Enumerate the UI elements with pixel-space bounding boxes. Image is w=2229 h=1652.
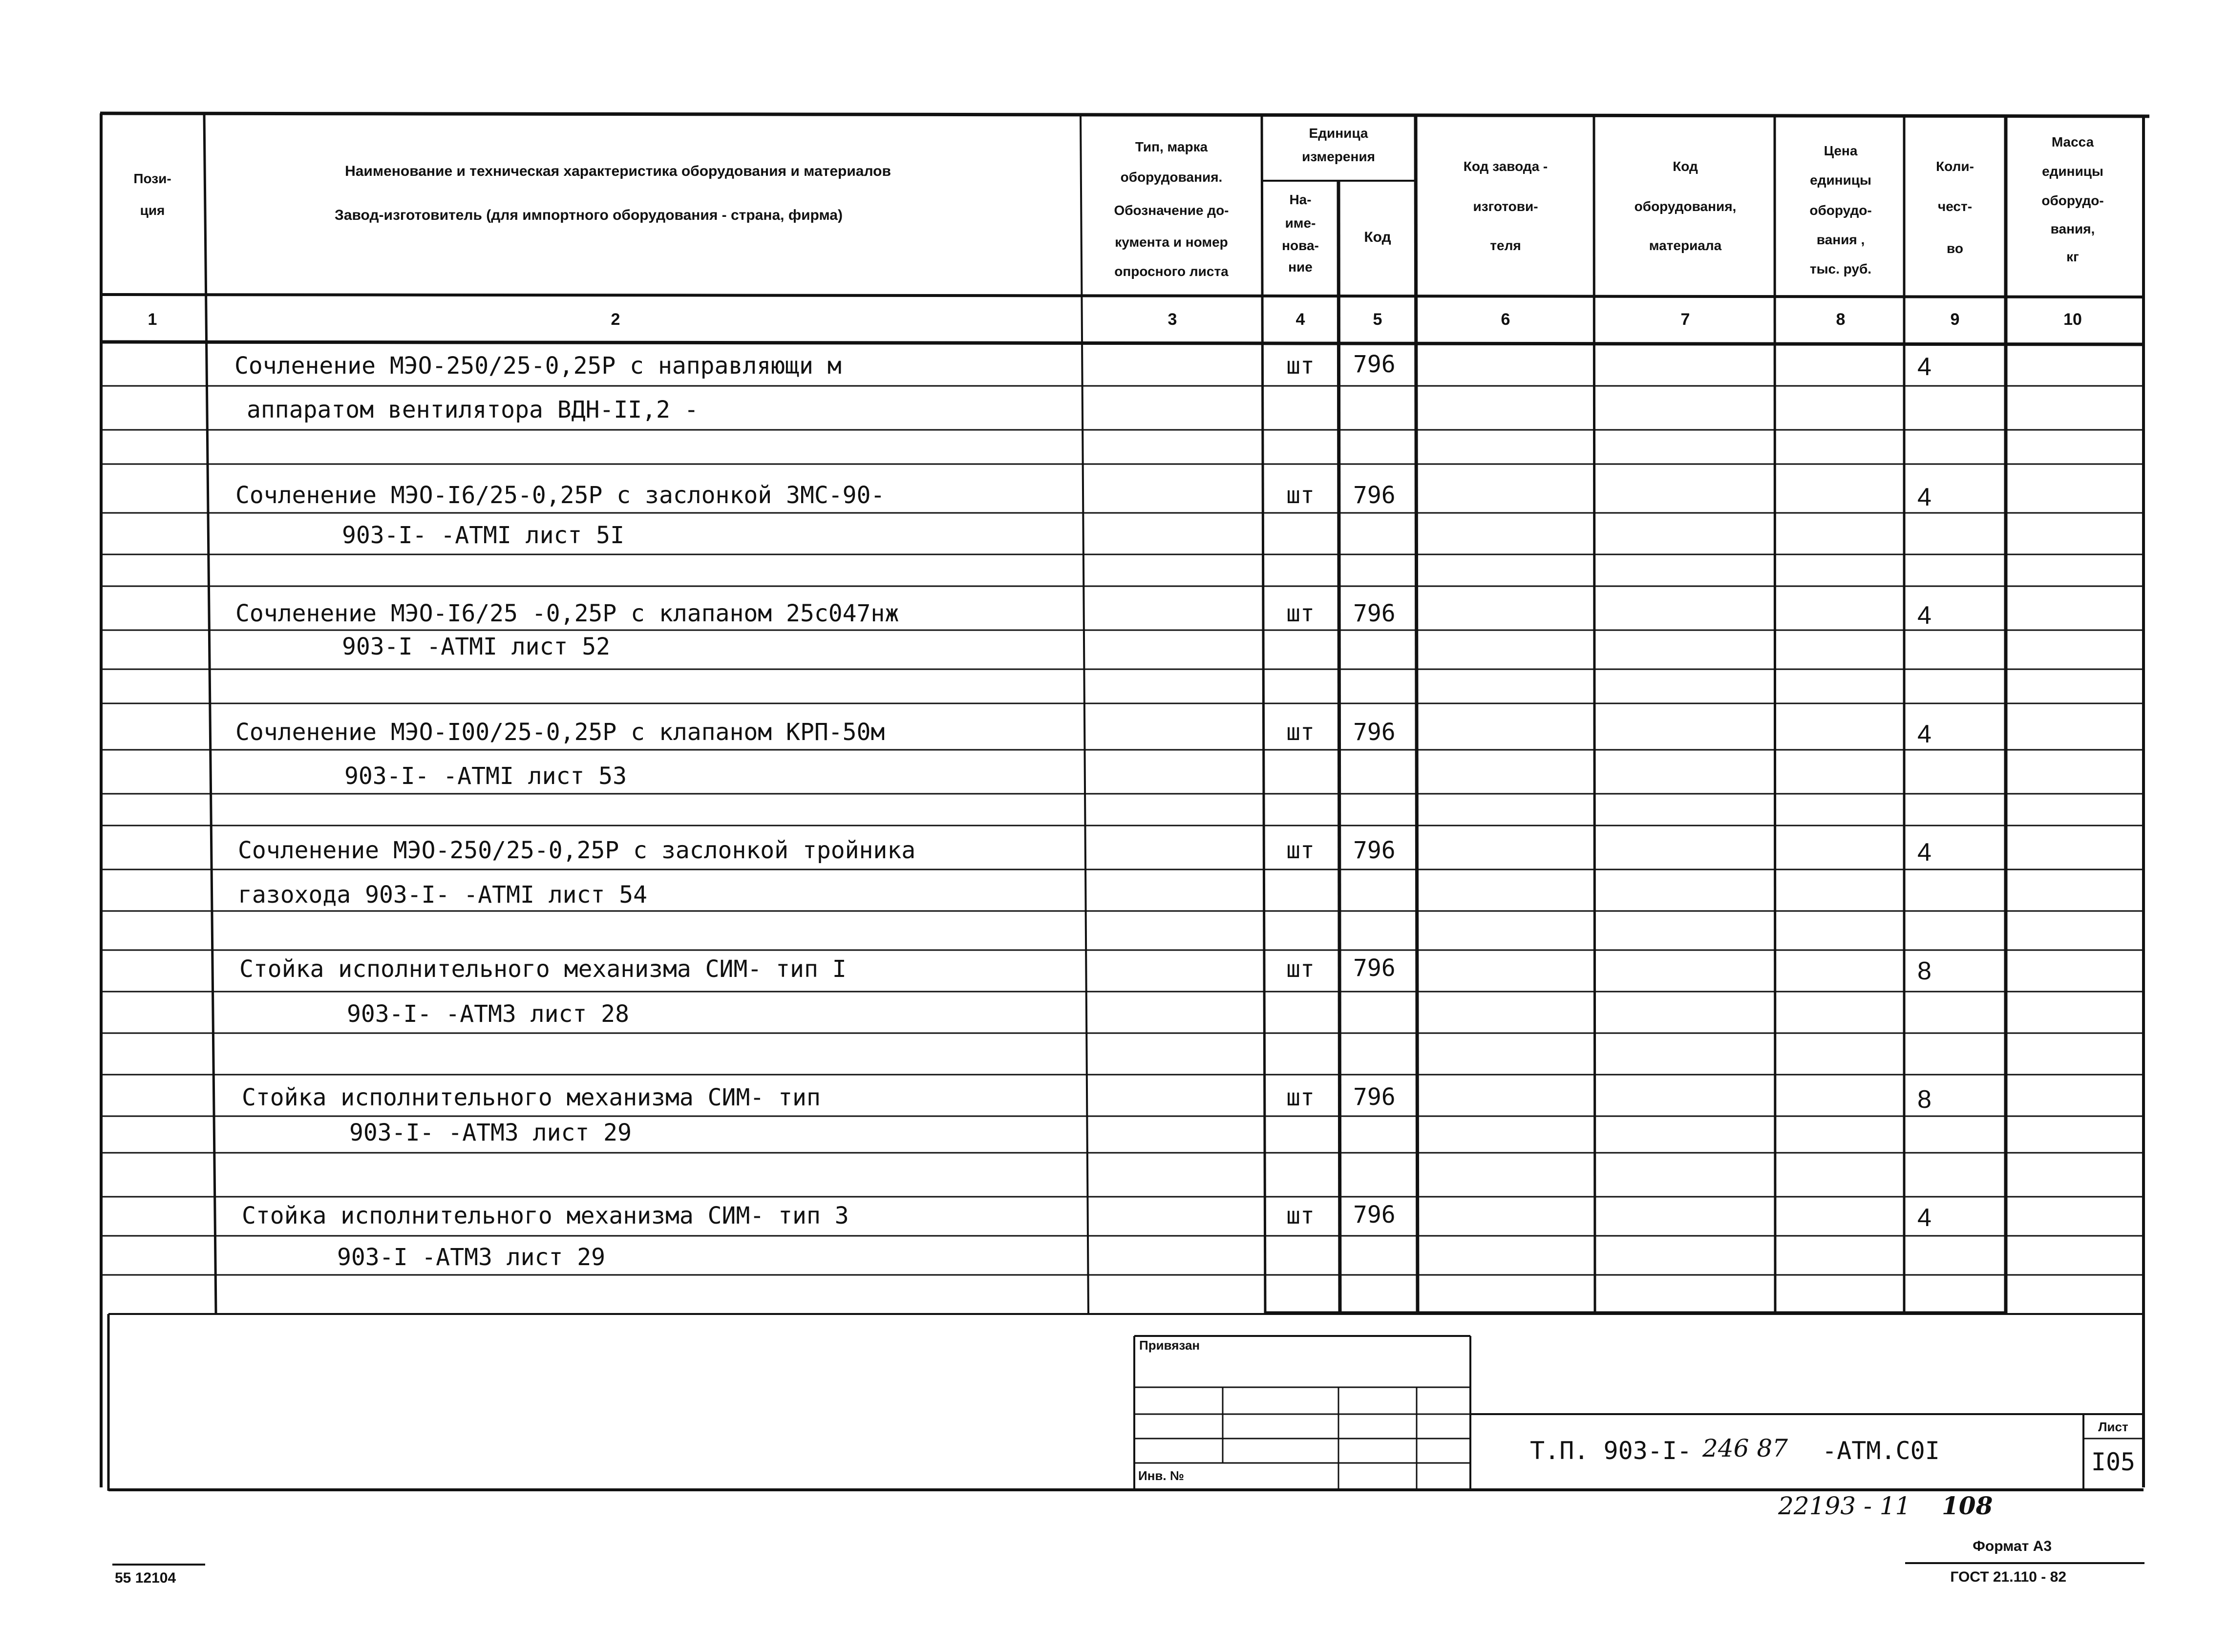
row-unit: шт	[1286, 1084, 1315, 1111]
col3-header-line5: опросного листа	[1114, 264, 1229, 279]
row-qty: 4	[1917, 483, 1932, 511]
unit-group-header-line1: Единица	[1309, 126, 1368, 141]
col4-header-line1: На-	[1289, 192, 1312, 207]
row-code: 796	[1353, 600, 1396, 627]
col10-header-line5: кг	[2066, 249, 2079, 264]
column-number: 10	[2063, 310, 2082, 329]
col9-header-line2: чест-	[1937, 199, 1973, 214]
col5-header: Код	[1364, 229, 1391, 245]
row-code: 796	[1353, 954, 1396, 982]
col6-header-line1: Код завода -	[1463, 159, 1548, 174]
column-number: 1	[148, 310, 157, 329]
format-label: Формат А3	[1973, 1538, 2052, 1554]
handwritten-number: 22193 - 11	[1778, 1492, 1911, 1520]
inventory-number-label: Инв. №	[1138, 1468, 1184, 1483]
row-qty: 8	[1917, 957, 1932, 985]
handwritten-page: 108	[1942, 1491, 1993, 1520]
col3-header-line3: Обозначение до-	[1114, 203, 1229, 218]
column-number: 5	[1373, 310, 1382, 329]
below-frame	[112, 1491, 2144, 1586]
col3-header-line4: кумента и номер	[1115, 234, 1228, 250]
column-number: 3	[1168, 310, 1177, 329]
col7-header-line3: материала	[1649, 238, 1722, 253]
row-text-line1: Стойка исполнительного механизма СИМ- тип	[242, 1084, 821, 1111]
row-text-line2: 903-I- -АТМI лист 53	[344, 762, 627, 790]
col1-header-line1: Пози-	[133, 171, 171, 186]
privyazan-label: Привязан	[1139, 1338, 1200, 1353]
column-numbers-row	[148, 310, 2082, 329]
row-code: 796	[1353, 1083, 1396, 1111]
row-text-line2: аппаратом вентилятора ВДН-II,2 -	[247, 396, 699, 424]
sheet-number: I05	[2091, 1448, 2136, 1476]
row-unit: шт	[1286, 482, 1315, 509]
col10-header-line4: вания,	[2050, 221, 2095, 236]
column-number: 6	[1501, 310, 1510, 329]
row-code: 796	[1353, 1201, 1396, 1228]
col7-header-line1: Код	[1673, 159, 1698, 174]
row-text-line1: Стойка исполнительного механизма СИМ- тип 3	[242, 1202, 849, 1229]
col6-header-line3: теля	[1490, 238, 1521, 253]
row-unit: шт	[1286, 1202, 1315, 1229]
col4-header-line4: ние	[1288, 259, 1313, 275]
col2-header-line1: Наименование и техническая характеристика оборудования и материалов	[345, 163, 891, 179]
column-number: 8	[1836, 310, 1846, 329]
row-qty: 4	[1917, 601, 1932, 630]
col10-header-line1: Масса	[2051, 134, 2094, 149]
row-qty: 8	[1917, 1085, 1932, 1114]
left-code: 55 12104	[115, 1570, 176, 1586]
col3-header-line1: Тип, марка	[1135, 139, 1208, 154]
col10-header-line2: единицы	[2042, 164, 2103, 179]
col6-header-line2: изготови-	[1473, 199, 1538, 214]
row-text-line2: 903-I- -АТМ3 лист 28	[347, 1000, 629, 1028]
table-header	[133, 126, 2103, 279]
table-row	[235, 719, 1932, 790]
col10-header-line3: оборудо-	[2041, 193, 2104, 208]
column-number: 4	[1295, 310, 1305, 329]
row-unit: шт	[1286, 719, 1315, 746]
row-text-line2: 903-I- -АТМ3 лист 29	[349, 1119, 632, 1146]
col1-header-line2: ция	[140, 203, 165, 218]
row-qty: 4	[1917, 838, 1932, 867]
row-qty: 4	[1917, 1204, 1932, 1232]
row-text-line1: Сочленение МЭО-I6/25 -0,25Р с клапаном 25с047нж	[235, 600, 899, 627]
column-number: 9	[1950, 310, 1960, 329]
row-text-line2: газохода 903-I- -АТМI лист 54	[238, 881, 648, 909]
col4-header-line2: име-	[1285, 215, 1316, 231]
sheet-label: Лист	[2098, 1419, 2128, 1434]
column-number: 7	[1680, 310, 1690, 329]
col9-header-line3: во	[1947, 241, 1963, 256]
document-code-prefix: Т.П. 903-I-	[1530, 1437, 1692, 1465]
title-block	[108, 1314, 2144, 1491]
column-number: 2	[611, 310, 620, 329]
col7-header-line2: оборудования,	[1634, 199, 1737, 214]
col8-header-line2: единицы	[1810, 172, 1871, 188]
row-unit: шт	[1286, 352, 1315, 380]
row-qty: 4	[1917, 720, 1932, 748]
row-text-line2: 903-I -АТМI лист 52	[342, 633, 611, 660]
row-unit: шт	[1286, 600, 1315, 627]
col2-header-line2: Завод-изготовитель (для импортного оборудования - страна, фирма)	[335, 207, 843, 223]
row-text-line1: Сочленение МЭО-I6/25-0,25Р с заслонкой ЗМС-90-	[235, 482, 885, 509]
row-qty: 4	[1917, 353, 1932, 381]
row-text-line1: Сочленение МЭО-I00/25-0,25Р с клапаном КРП-50м	[235, 719, 885, 746]
row-unit: шт	[1286, 837, 1315, 864]
col8-header-line5: тыс. руб.	[1809, 261, 1872, 276]
col8-header-line1: Цена	[1824, 143, 1858, 158]
col8-header-line3: оборудо-	[1809, 203, 1872, 218]
row-text-line1: Стойка исполнительного механизма СИМ- тип I	[239, 955, 847, 983]
row-text-line1: Сочленение МЭО-250/25-0,25Р с направляющи м	[234, 352, 842, 380]
document-code-handwritten: 246 87	[1702, 1434, 1788, 1462]
col3-header-line2: оборудования.	[1120, 169, 1223, 185]
row-text-line2: 903-I- -АТМI лист 5I	[342, 522, 624, 549]
row-text-line2: 903-I -АТМ3 лист 29	[337, 1244, 606, 1271]
row-unit: шт	[1286, 955, 1315, 983]
gost-label: ГОСТ 21.110 - 82	[1950, 1569, 2066, 1585]
col9-header-line1: Коли-	[1936, 159, 1974, 174]
row-code: 796	[1353, 351, 1396, 378]
row-code: 796	[1353, 837, 1396, 864]
row-code: 796	[1353, 482, 1396, 509]
unit-group-header-line2: измерения	[1302, 149, 1375, 164]
col8-header-line4: вания ,	[1816, 232, 1865, 247]
document-code-suffix: -АТМ.С0I	[1822, 1437, 1940, 1465]
row-code: 796	[1353, 719, 1396, 746]
col4-header-line3: нова-	[1282, 238, 1319, 253]
row-text-line1: Сочленение МЭО-250/25-0,25Р с заслонкой тройника	[238, 837, 916, 864]
